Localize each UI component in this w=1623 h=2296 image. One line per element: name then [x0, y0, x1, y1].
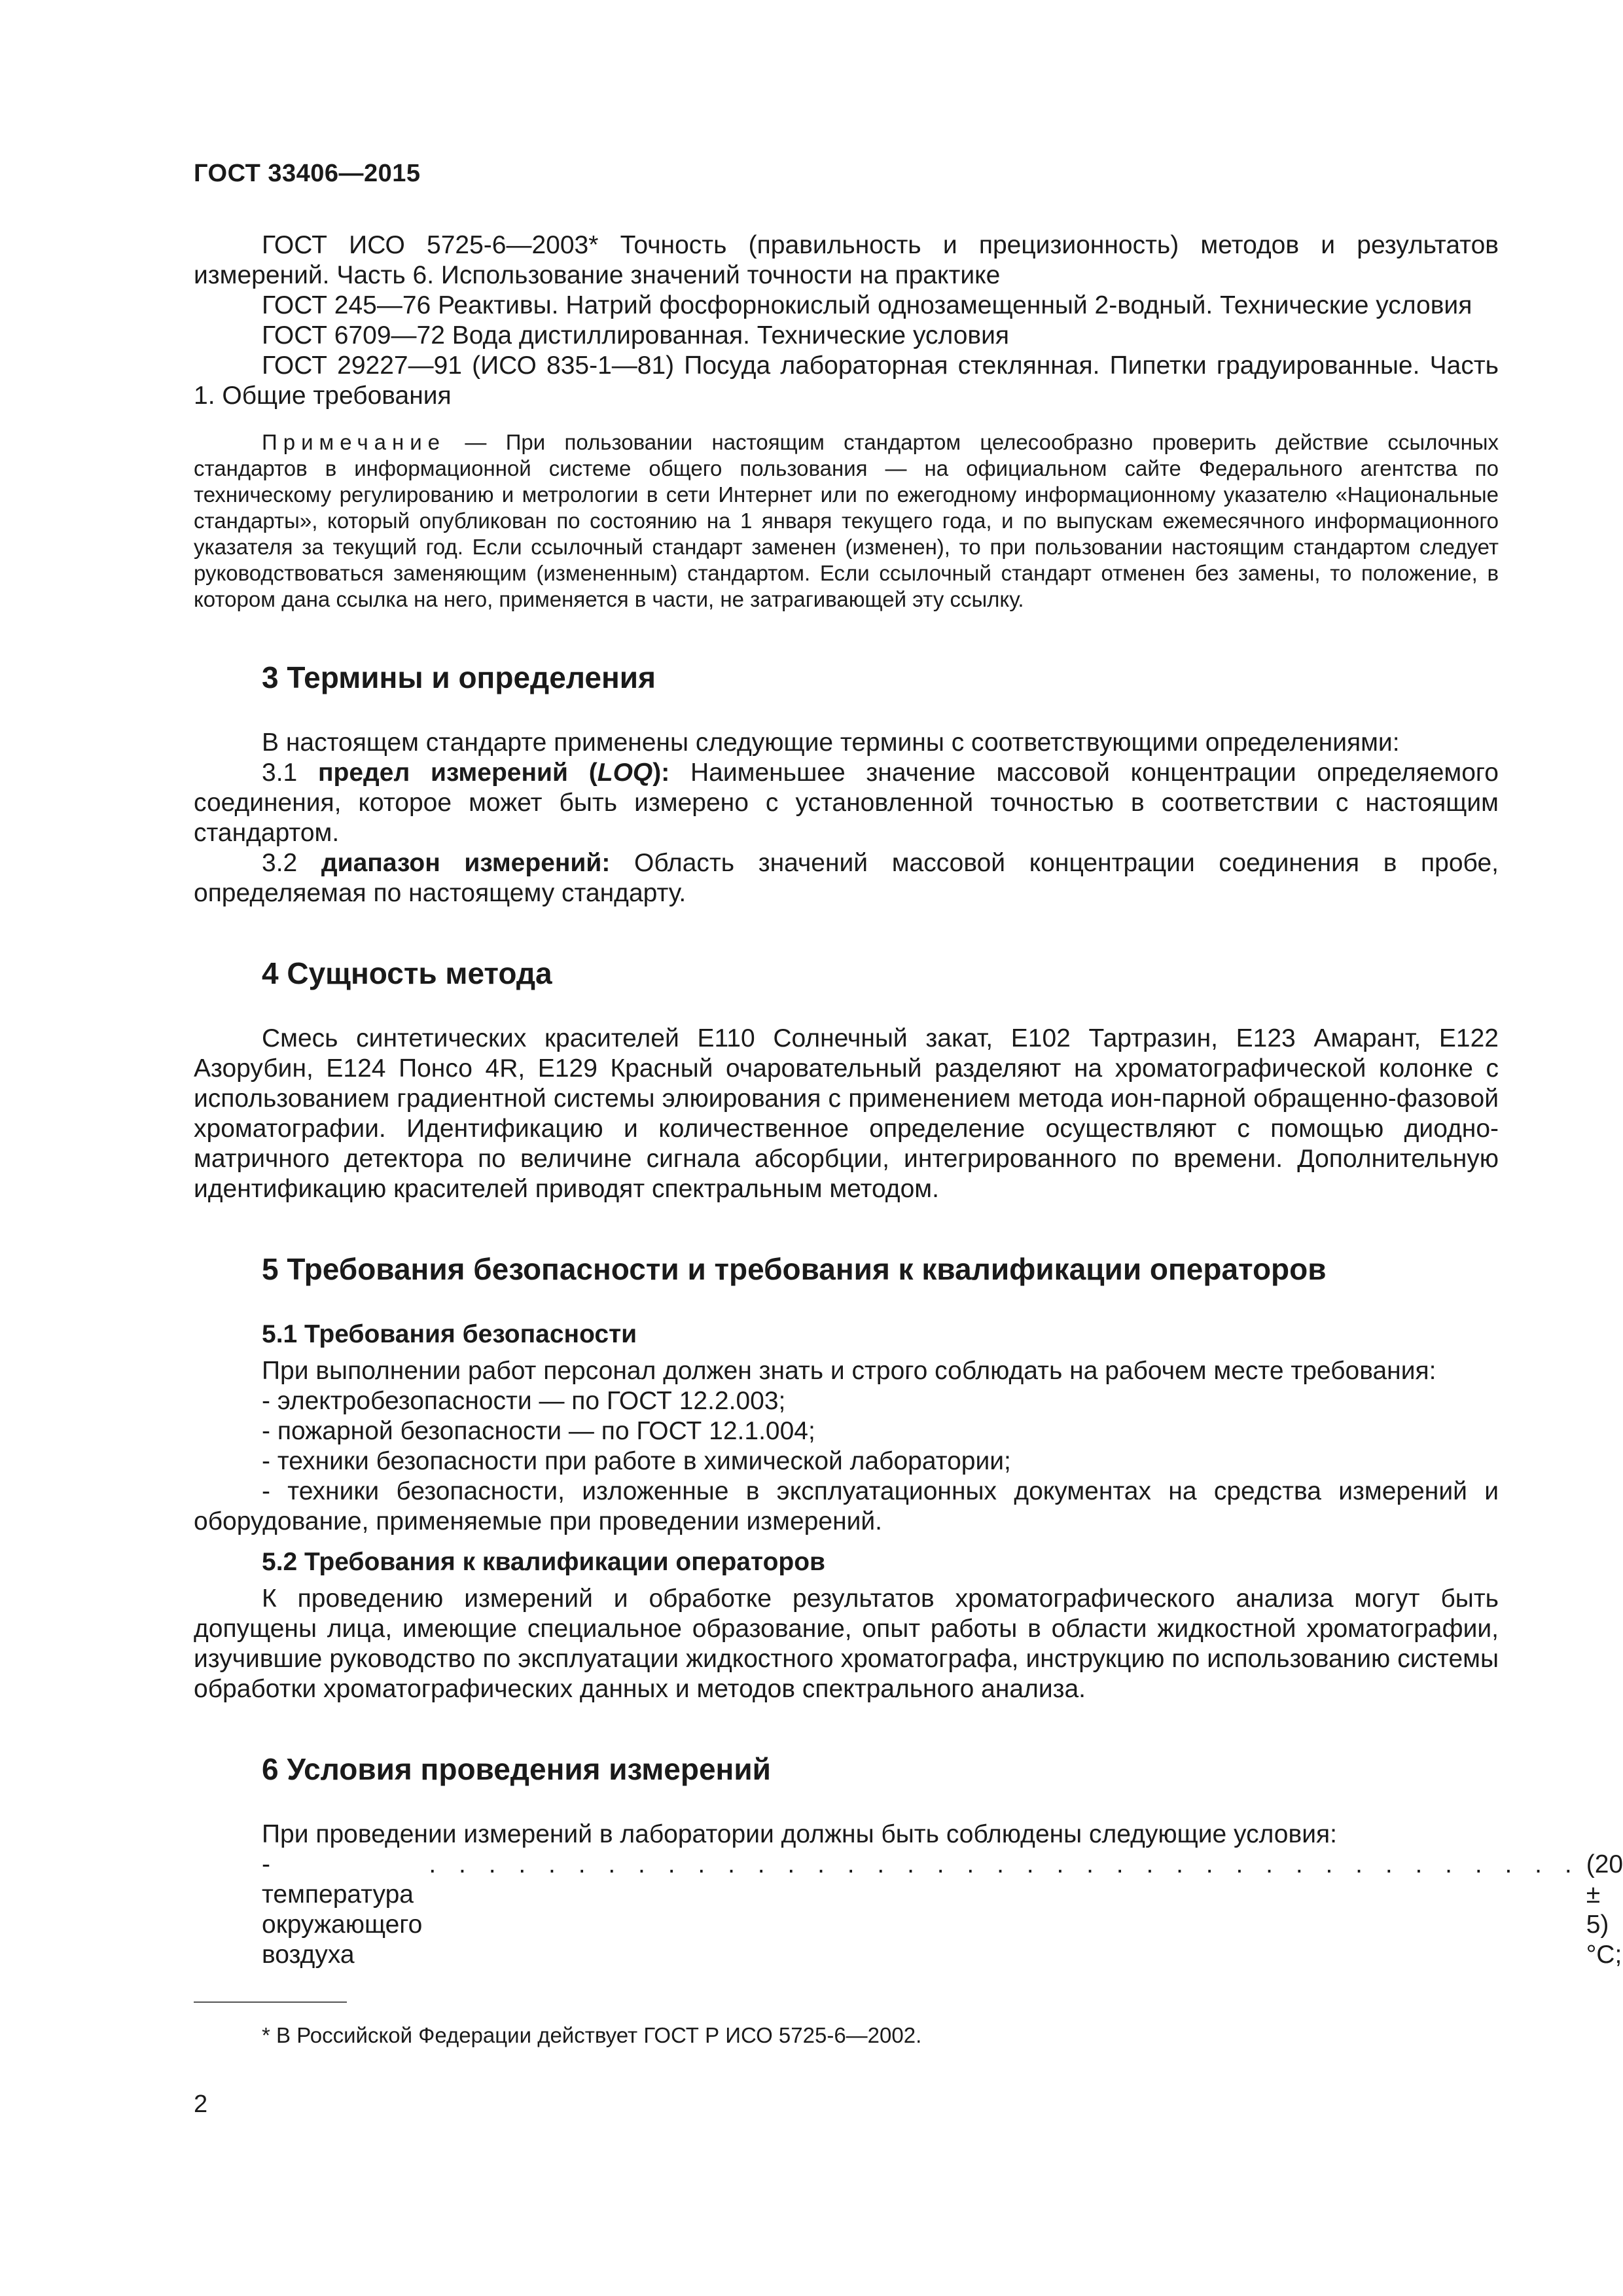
term-3-1-abbr: LOQ	[597, 759, 653, 787]
footnote-divider	[194, 2001, 347, 2003]
document-code-header: ГОСТ 33406—2015	[194, 160, 421, 187]
term-3-2-number: 3.2	[262, 849, 298, 877]
safety-requirement-item: - электробезопасности — по ГОСТ 12.2.003;	[262, 1387, 786, 1415]
safety-requirement-item: - пожарной безопасности — по ГОСТ 12.1.004;	[262, 1417, 815, 1445]
safety-requirement-item: - техники безопасности, изложенные в эксплуатационных документах на средства измерений и оборудование, применяемые при проведении измерений.	[194, 1477, 1499, 1535]
reference-item: ГОСТ 6709—72 Вода дистиллированная. Технические условия	[262, 321, 1010, 350]
page-content	[194, 230, 1623, 1970]
section-3-intro: В настоящем стандарте применены следующие термины с соответствующими определениями:	[262, 728, 1400, 757]
section-6-title: 6 Условия проведения измерений	[262, 1752, 771, 1786]
subsection-5-2-title: 5.2 Требования к квалификации операторов	[262, 1548, 826, 1576]
reference-item: ГОСТ 29227—91 (ИСО 835-1—81) Посуда лабораторная стеклянная. Пипетки градуированные. Часть 1. Общие требования	[194, 351, 1499, 410]
condition-value: (20 ± 5) °С;	[1586, 1850, 1623, 1969]
condition-label: - температура окружающего воздуха	[262, 1850, 423, 1969]
section-3-title: 3 Термины и определения	[262, 660, 656, 694]
subsection-5-2-text: К проведению измерений и обработке результатов хроматографического анализа могут быть допущены лица, имеющие специальное образование, опыт работы в области жидкостной хроматографии, изучившие руководство по эксплуатации жидкостного хроматографа, инструкцию по использованию системы обработки хроматографических данных и методов спектрального анализа.	[194, 1585, 1499, 1703]
term-3-2	[194, 848, 1499, 908]
note-text: — При пользовании настоящим стандартом целесообразно проверить действие ссылочных стандартов в информационной системе общего пользования — на официальном сайте Федерального агентства по техническому регулированию и метрологии в сети Интернет или по ежегодному информационному указателю «Национальные стандарты», который опубликован по состоянию на 1 января текущего года, и по выпускам ежемесячного информационного указателя за текущий год. Если ссылочный стандарт заменен (изменен), то при пользовании настоящим стандартом следует руководствоваться заменяющим (измененным) стандартом. Если ссылочный стандарт отменен без замены, то положение, в котором дана ссылка на него, применяется в части, не затрагивающей эту ссылку.	[194, 430, 1499, 611]
section-4-title: 4 Сущность метода	[262, 956, 552, 990]
note-paragraph	[194, 429, 1499, 613]
normative-references-list	[194, 230, 1499, 411]
term-3-1	[194, 758, 1499, 848]
section-6-intro: При проведении измерений в лаборатории должны быть соблюдены следующие условия:	[262, 1820, 1337, 1848]
term-3-2-definition: Область значений массовой концентрации соединения в пробе, определяемая по настоящему стандарту.	[194, 849, 1499, 907]
safety-requirement-item: - техники безопасности при работе в химической лаборатории;	[262, 1447, 1011, 1475]
page-number: 2	[194, 2090, 208, 2118]
note-label: Примечание	[262, 430, 446, 454]
condition-row-temperature	[262, 1850, 1623, 1970]
section-4-text: Смесь синтетических красителей Е110 Солнечный закат, Е102 Тартразин, Е123 Амарант, Е122 Азорубин, Е124 Понсо 4R, Е129 Красный очаровательный разделяют на хроматографической колонке с использованием градиентной системы элюирования с применением метода ион-парной обращенно-фазовой хроматографии. Идентификацию и количественное определение осуществляют с помощью диодно-матричного детектора по величине сигнала абсорбции, интегрированного по времени. Дополнительную идентификацию красителей приводят спектральным методом.	[194, 1024, 1499, 1203]
term-3-2-name: диапазон измерений:	[321, 849, 611, 877]
term-3-1-name: предел измерений (LOQ):	[317, 759, 670, 787]
reference-item: ГОСТ 245—76 Реактивы. Натрий фосфорнокислый однозамещенный 2-водный. Технические условия	[262, 291, 1472, 319]
term-3-1-definition: Наименьшее значение массовой концентрации определяемого соединения, которое может быть измерено с установленной точностью в соответствии с настоящим стандартом.	[194, 759, 1499, 847]
leader-dots: . . . . . . . . . . . . . . . . . . . . . . . . . . . . . . . . . . . . . . .	[429, 1850, 1580, 1878]
reference-item: ГОСТ ИСО 5725-6—2003* Точность (правильность и прецизионность) методов и результатов измерений. Часть 6. Использование значений точности на практике	[194, 231, 1499, 289]
term-3-1-number: 3.1	[262, 759, 298, 787]
footnote-text: * В Российской Федерации действует ГОСТ Р ИСО 5725-6—2002.	[262, 2023, 922, 2047]
subsection-5-1-intro: При выполнении работ персонал должен знать и строго соблюдать на рабочем месте требования:	[262, 1357, 1436, 1385]
subsection-5-1-title: 5.1 Требования безопасности	[262, 1320, 637, 1348]
section-5-title: 5 Требования безопасности и требования к квалификации операторов	[262, 1252, 1327, 1286]
